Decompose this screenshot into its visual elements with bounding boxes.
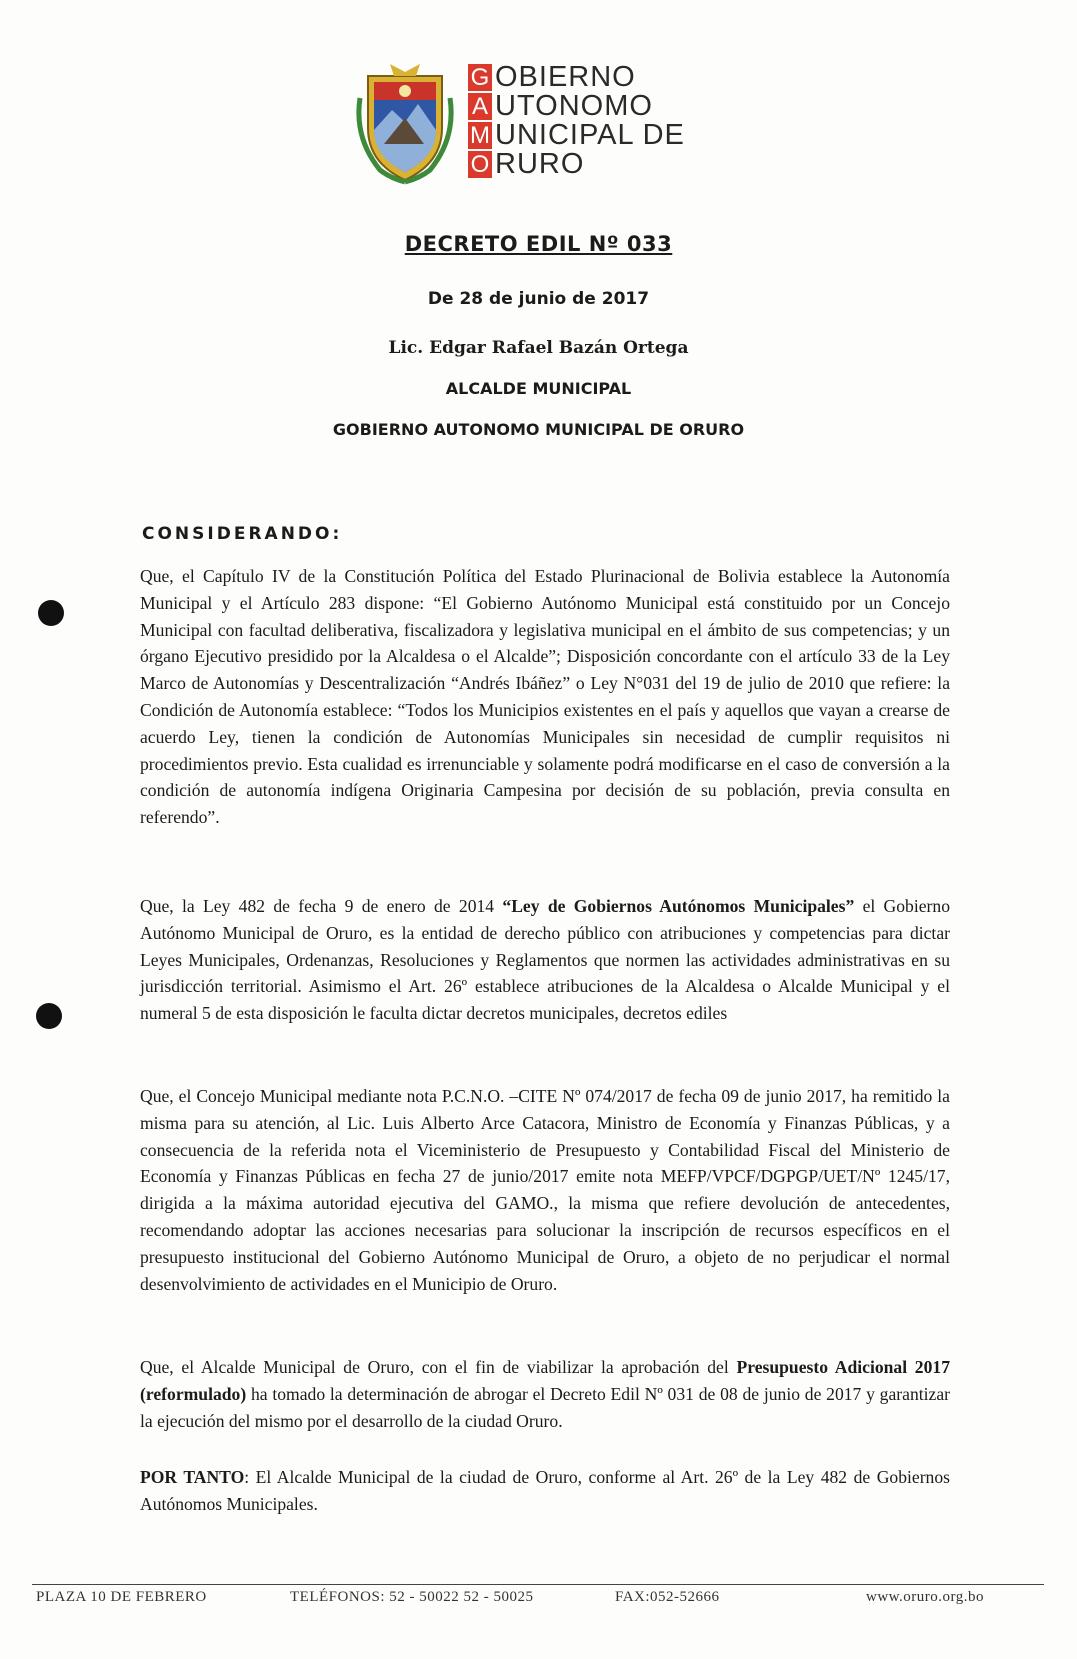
footer (0, 1589, 1077, 1613)
paragraph-1: Que, el Capítulo IV de la Constitución Política del Estado Plurinacional de Bolivia establece la Autonomía Municipal y el Artículo 283 dispone: “El Gobierno Autónomo Municipal está constituido por un Concejo Municipal con facultad deliberativa, fiscalizadora y legislativa municipal en el ámbito de sus competencias; y un órgano Ejecutivo presidido por la Alcaldesa o el Alcalde”; Disposición concordante con el artículo 33 de la Ley Marco de Autonomías y Descentralización “Andrés Ibáñez” o Ley N°031 del 19 de julio de 2010 que refiere: la Condición de Autonomía establece: “Todos los Municipios existentes en el país y aquellos que vayan a crearse de acuerdo Ley, tienen la condición de Autonomías Municipales sin necesidad de cumplir requisitos ni procedimientos previo. Esta cualidad es irrenunciable y solamente podrá modificarse en el caso de conversión a la condición de autonomía indígena Originaria Campesina por decisión de su población, previa consulta en referendo”. (140, 566, 950, 828)
paragraph-4 (140, 1354, 950, 1434)
decree-date: De 28 de junio de 2017 (427, 289, 650, 309)
footer-divider (32, 1584, 1044, 1585)
paragraph-2 (140, 893, 950, 1027)
gamo-letter-g: G (468, 64, 492, 91)
paragraph-5-text: : El Alcalde Municipal de la ciudad de Oruro, conforme al Art. 26º de la Ley 482 de Gobiernos Autónomos Municipales. (140, 1467, 950, 1514)
por-tanto-label: POR TANTO (140, 1467, 245, 1487)
considerando-heading: CONSIDERANDO: (142, 524, 343, 544)
signer-name: Lic. Edgar Rafael Bazán Ortega (388, 338, 689, 358)
gamo-letter-o: O (468, 151, 492, 178)
gamo-letter-a: A (468, 93, 492, 120)
paragraph-4-text-a: Que, el Alcalde Municipal de Oruro, con el fin de viabilizar la aprobación del (140, 1357, 737, 1377)
gamo-word-4: RURO (495, 148, 585, 180)
paragraph-2-text-b: el Gobierno Autónomo Municipal de Oruro, es la entidad de derecho público con atribuciones y competencias para dictar Leyes Municipales, Ordenanzas, Resoluciones y Reglamentos que normen las actividades administrativas en su jurisdicción territorial. Asimismo el Art. 26º establece atribuciones de la Alcaldesa o Alcalde Municipal y el numeral 5 de esta disposición le faculta dictar decretos municipales, decretos ediles (140, 896, 951, 1024)
paragraph-2-law-title: “Ley de Gobiernos Autónomos Municipales” (502, 896, 855, 916)
paragraph-4-budget-title: Presupuesto Adicional 2017 (reformulado) (140, 1357, 950, 1404)
footer-phones: TELÉFONOS: 52 - 50022 52 - 50025 (290, 1589, 534, 1605)
gamo-word-2: UTONOMO (495, 90, 653, 122)
gamo-initials (468, 64, 492, 180)
gamo-word-1: OBIERNO (495, 61, 636, 93)
gamo-words (495, 61, 685, 180)
paragraph-3: Que, el Concejo Municipal mediante nota P.C.N.O. –CITE Nº 074/2017 de fecha 09 de junio 2017, ha remitido la misma para su atención, al Lic. Luis Alberto Arce Catacora, Ministro de Economía y Finanzas Públicas, y a consecuencia de la referida nota el Viceministerio de Presupuesto y Contabilidad Fiscal del Ministerio de Economía y Finanzas Públicas en fecha 27 de junio/2017 emite nota MEFP/VPCF/DGPGP/UET/Nº 1245/17, dirigida a la máxima autoridad ejecutiva del GAMO., la misma que refiere devolución de antecedentes, recomendando adoptar las acciones necesarias para solucionar la inscripción de recursos específicos en el presupuesto institucional del Gobierno Autónomo Municipal de Oruro, a objeto de no perjudicar el normal desenvolvimiento de actividades en el Municipio de Oruro. (140, 1086, 950, 1294)
organization-name: GOBIERNO AUTONOMO MUNICIPAL DE ORURO (332, 420, 745, 439)
coat-of-arms-icon (350, 58, 460, 188)
signer-role: ALCALDE MUNICIPAL (445, 379, 632, 398)
punch-hole-top (38, 600, 64, 626)
footer-address: PLAZA 10 DE FEBRERO (36, 1589, 207, 1605)
paragraph-4-text-b: ha tomado la determinación de abrogar el Decreto Edil Nº 031 de 08 de junio de 2017 y garantizar la ejecución del mismo por el desarrollo de la ciudad Oruro. (140, 1383, 950, 1431)
footer-website[interactable]: www.oruro.org.bo (866, 1589, 984, 1605)
paragraph-2-text-a: Que, la Ley 482 de fecha 9 de enero de 2014 (140, 896, 503, 916)
punch-hole-bottom (36, 1003, 62, 1029)
paragraph-5 (140, 1464, 950, 1518)
gamo-word-3: UNICIPAL DE (495, 119, 685, 151)
gamo-letter-m: M (470, 122, 490, 149)
decree-title: DECRETO EDIL Nº 033 (404, 232, 673, 256)
footer-fax: FAX:052-52666 (615, 1589, 720, 1605)
gamo-logo (350, 58, 730, 188)
